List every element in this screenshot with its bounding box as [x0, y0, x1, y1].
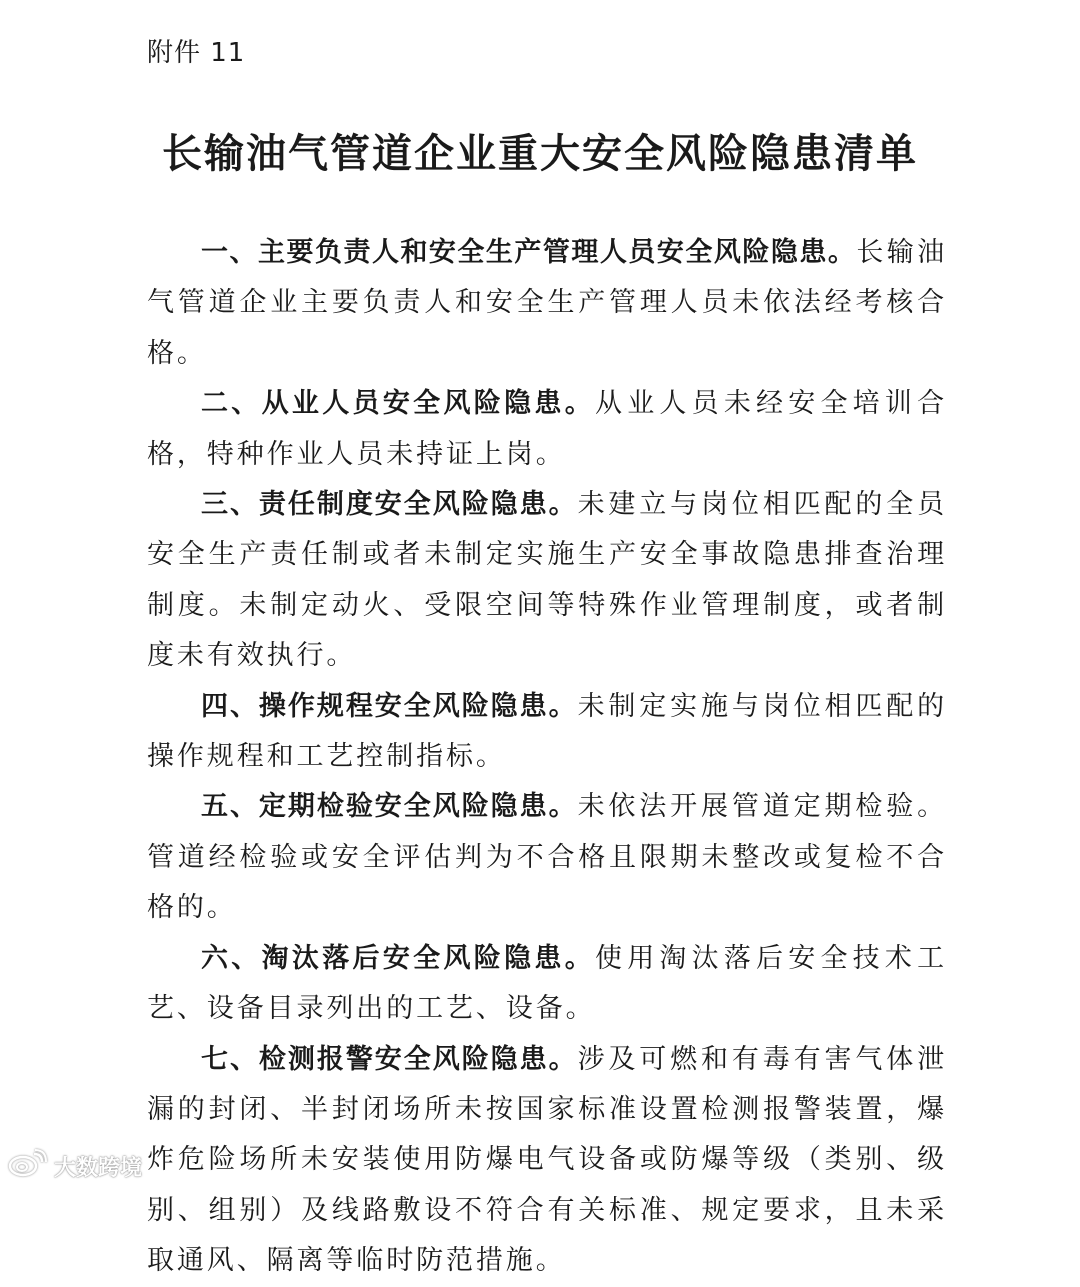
section-4 — [147, 682, 947, 783]
section-heading: 二、从业人员安全风险隐患。 — [201, 388, 596, 420]
section-1 — [147, 228, 947, 379]
section-heading: 五、定期检验安全风险隐患。 — [201, 791, 578, 823]
section-heading: 七、检测报警安全风险隐患。 — [201, 1043, 578, 1075]
section-text: 从业人员未经安全培训合格，特种作业人员未持证上岗。 — [147, 388, 947, 470]
section-3 — [147, 480, 947, 682]
section-heading: 一、主要负责人和安全生产管理人员安全风险隐患。 — [201, 237, 857, 268]
section-text: 长输油气管道企业主要负责人和安全生产管理人员未依法经考核合格。 — [147, 237, 947, 369]
attachment-label: 附件 11 — [147, 38, 246, 68]
section-text: 未依法开展管道定期检验。管道经检验或安全评估判为不合格且限期未整改或复检不合格的。 — [147, 791, 947, 924]
section-heading: 四、操作规程安全风险隐患。 — [201, 690, 578, 722]
section-text: 未建立与岗位相匹配的全员安全生产责任制或者未制定实施生产安全事故隐患排查治理制度。未制定动火、受限空间等特殊作业管理制度，或者制度未有效执行。 — [147, 489, 947, 672]
section-text: 未制定实施与岗位相匹配的操作规程和工艺控制指标。 — [147, 690, 947, 773]
weibo-logo-icon — [8, 1148, 48, 1184]
watermark-text: 大数跨境 — [54, 1155, 143, 1181]
section-2 — [147, 379, 947, 480]
watermark — [8, 1148, 142, 1184]
section-7 — [147, 1035, 947, 1287]
section-5 — [147, 782, 947, 933]
document-title: 长输油气管道企业重大安全风险隐患清单 — [162, 131, 918, 177]
section-text: 使用淘汰落后安全技术工艺、设备目录列出的工艺、设备。 — [147, 942, 947, 1025]
section-heading: 六、淘汰落后安全风险隐患。 — [201, 942, 596, 974]
section-6 — [147, 934, 947, 1035]
section-heading: 三、责任制度安全风险隐患。 — [201, 489, 578, 521]
section-text: 涉及可燃和有毒有害气体泄漏的封闭、半封闭场所未按国家标准设置检测报警装置，爆炸危险场所未安装使用防爆电气设备或防爆等级（类别、级别、组别）及线路敷设不符合有关标准、规定要求，且未采取通风、隔离等临时防范措施。 — [147, 1043, 947, 1277]
document-body — [147, 228, 947, 1287]
